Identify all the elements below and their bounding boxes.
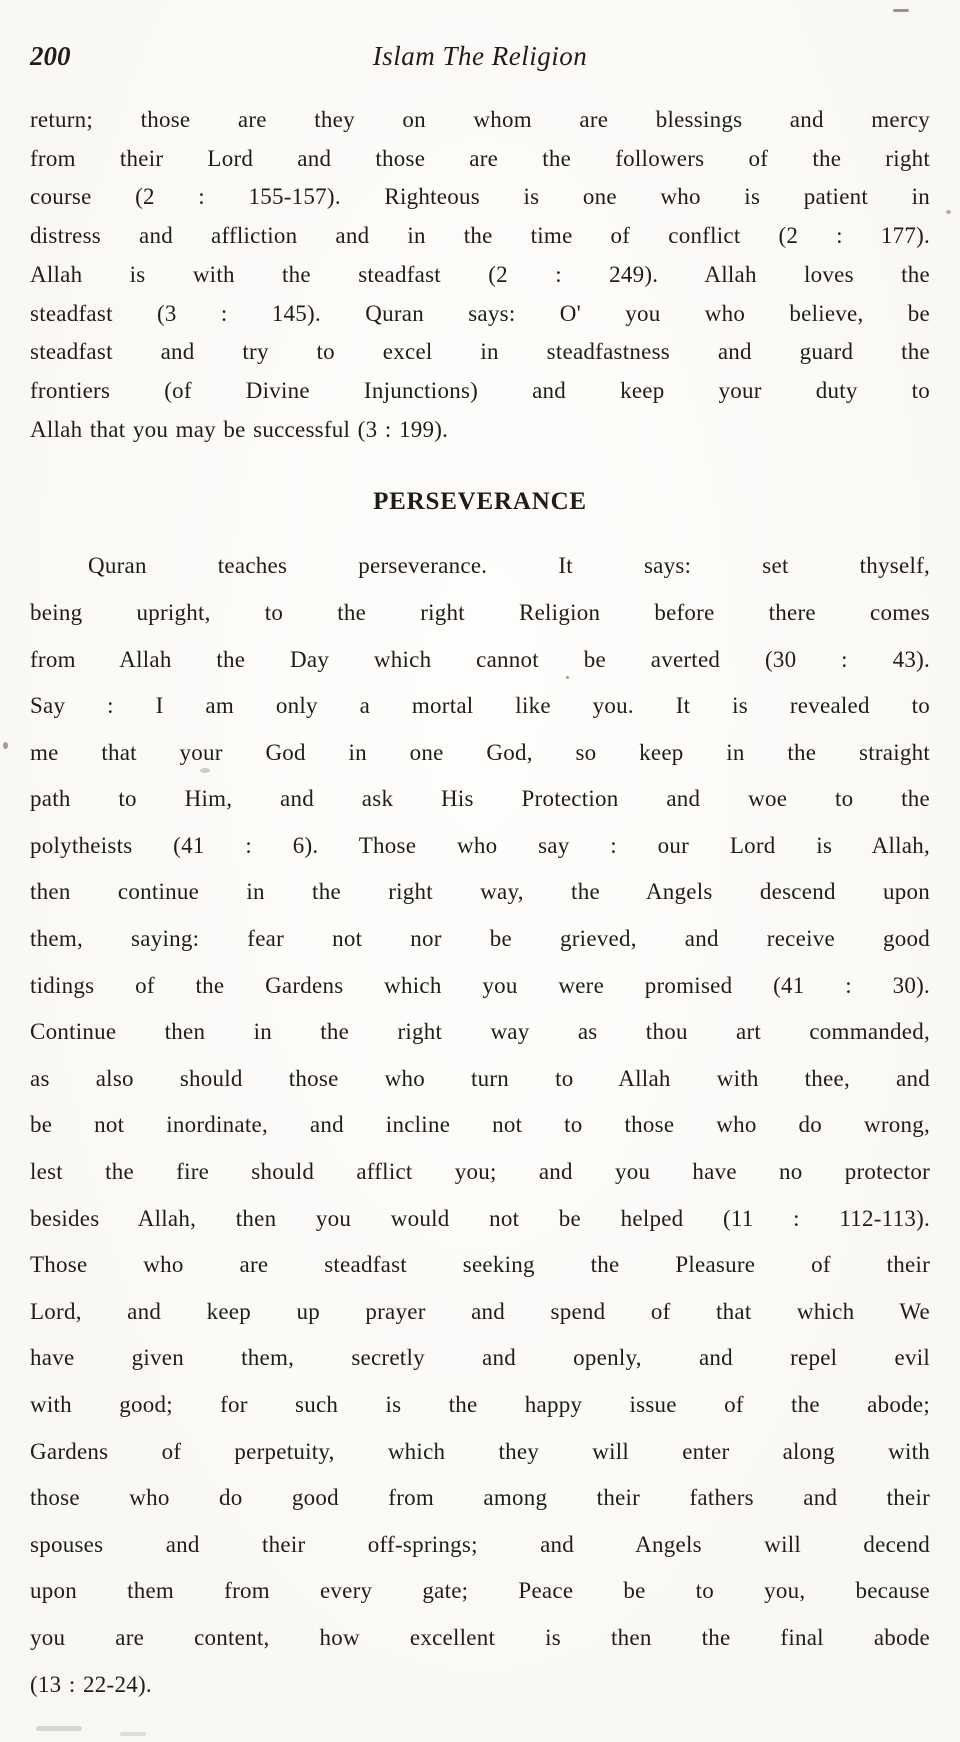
- text-line: Lord, and keep up prayer and spend of that which We: [30, 1298, 930, 1324]
- page-header: [30, 38, 930, 74]
- text-line: being upright, to the right Religion before there comes: [30, 599, 930, 625]
- text-line: Continue then in the right way as thou art commanded,: [30, 1019, 930, 1045]
- scan-speck: [3, 742, 8, 749]
- text-line: Those who are steadfast seeking the Pleasure of their: [30, 1252, 930, 1278]
- scan-speck: [566, 676, 569, 679]
- text-line: steadfast (3 : 145). Quran says: O' you who believe, be: [30, 300, 930, 326]
- text-line: Gardens of perpetuity, which they will enter along with: [30, 1438, 930, 1464]
- text-line: return; those are they on whom are blessings and mercy: [30, 107, 930, 132]
- scan-speck: [200, 768, 210, 773]
- text-line: from their Lord and those are the followers of the right: [30, 145, 930, 171]
- scan-speck: [946, 210, 951, 214]
- text-line: frontiers (of Divine Injunctions) and keep your duty to: [30, 377, 930, 403]
- text-line: Allah that you may be successful (3 : 199).: [30, 416, 449, 442]
- text-line: path to Him, and ask His Protection and woe to the: [30, 786, 930, 812]
- text-line: upon them from every gate; Peace be to you, because: [30, 1578, 930, 1604]
- text-line: as also should those who turn to Allah with thee, and: [30, 1065, 930, 1091]
- text-line: those who do good from among their fathers and their: [30, 1485, 930, 1511]
- text-line: Allah is with the steadfast (2 : 249). Allah loves the: [30, 261, 930, 287]
- text-line: be not inordinate, and incline not to those who do wrong,: [30, 1112, 930, 1138]
- text-line: you are content, how excellent is then the final abode: [30, 1624, 930, 1650]
- paragraph-steadfastness: [30, 101, 930, 449]
- text-line: with good; for such is the happy issue of the abode;: [30, 1392, 930, 1418]
- text-line: course (2 : 155-157). Righteous is one who is patient in: [30, 184, 930, 210]
- scan-speck: [120, 1732, 146, 1736]
- text-line: lest the fire should afflict you; and you have no protector: [30, 1159, 930, 1185]
- paragraph-perseverance: [30, 543, 930, 1708]
- text-line: have given them, secretly and openly, and repel evil: [30, 1345, 930, 1371]
- text-line: steadfast and try to excel in steadfastness and guard the: [30, 339, 930, 365]
- text-line: polytheists (41 : 6). Those who say : our Lord is Allah,: [30, 832, 930, 858]
- text-line: (13 : 22-24).: [30, 1671, 152, 1697]
- scan-speck: [893, 9, 909, 12]
- page-number: 200: [30, 41, 71, 71]
- running-title: Islam The Religion: [372, 41, 588, 71]
- section-heading: PERSEVERANCE: [373, 488, 587, 516]
- text-line: them, saying: fear not nor be grieved, and receive good: [30, 926, 930, 952]
- scan-speck: [36, 1726, 82, 1731]
- text-line: Quran teaches perseverance. It says: set thyself,: [88, 553, 930, 579]
- text-line: besides Allah, then you would not be helped (11 : 112-113).: [30, 1205, 930, 1231]
- text-line: distress and affliction and in the time of conflict (2 : 177).: [30, 223, 930, 249]
- text-line: me that your God in one God, so keep in the straight: [30, 739, 930, 765]
- text-line: then continue in the right way, the Angels descend upon: [30, 879, 930, 905]
- text-line: tidings of the Gardens which you were promised (41 : 30).: [30, 972, 930, 998]
- text-line: from Allah the Day which cannot be averted (30 : 43).: [30, 646, 930, 672]
- text-line: spouses and their off-springs; and Angels will decend: [30, 1531, 930, 1557]
- text-line: Say : I am only a mortal like you. It is revealed to: [30, 693, 930, 719]
